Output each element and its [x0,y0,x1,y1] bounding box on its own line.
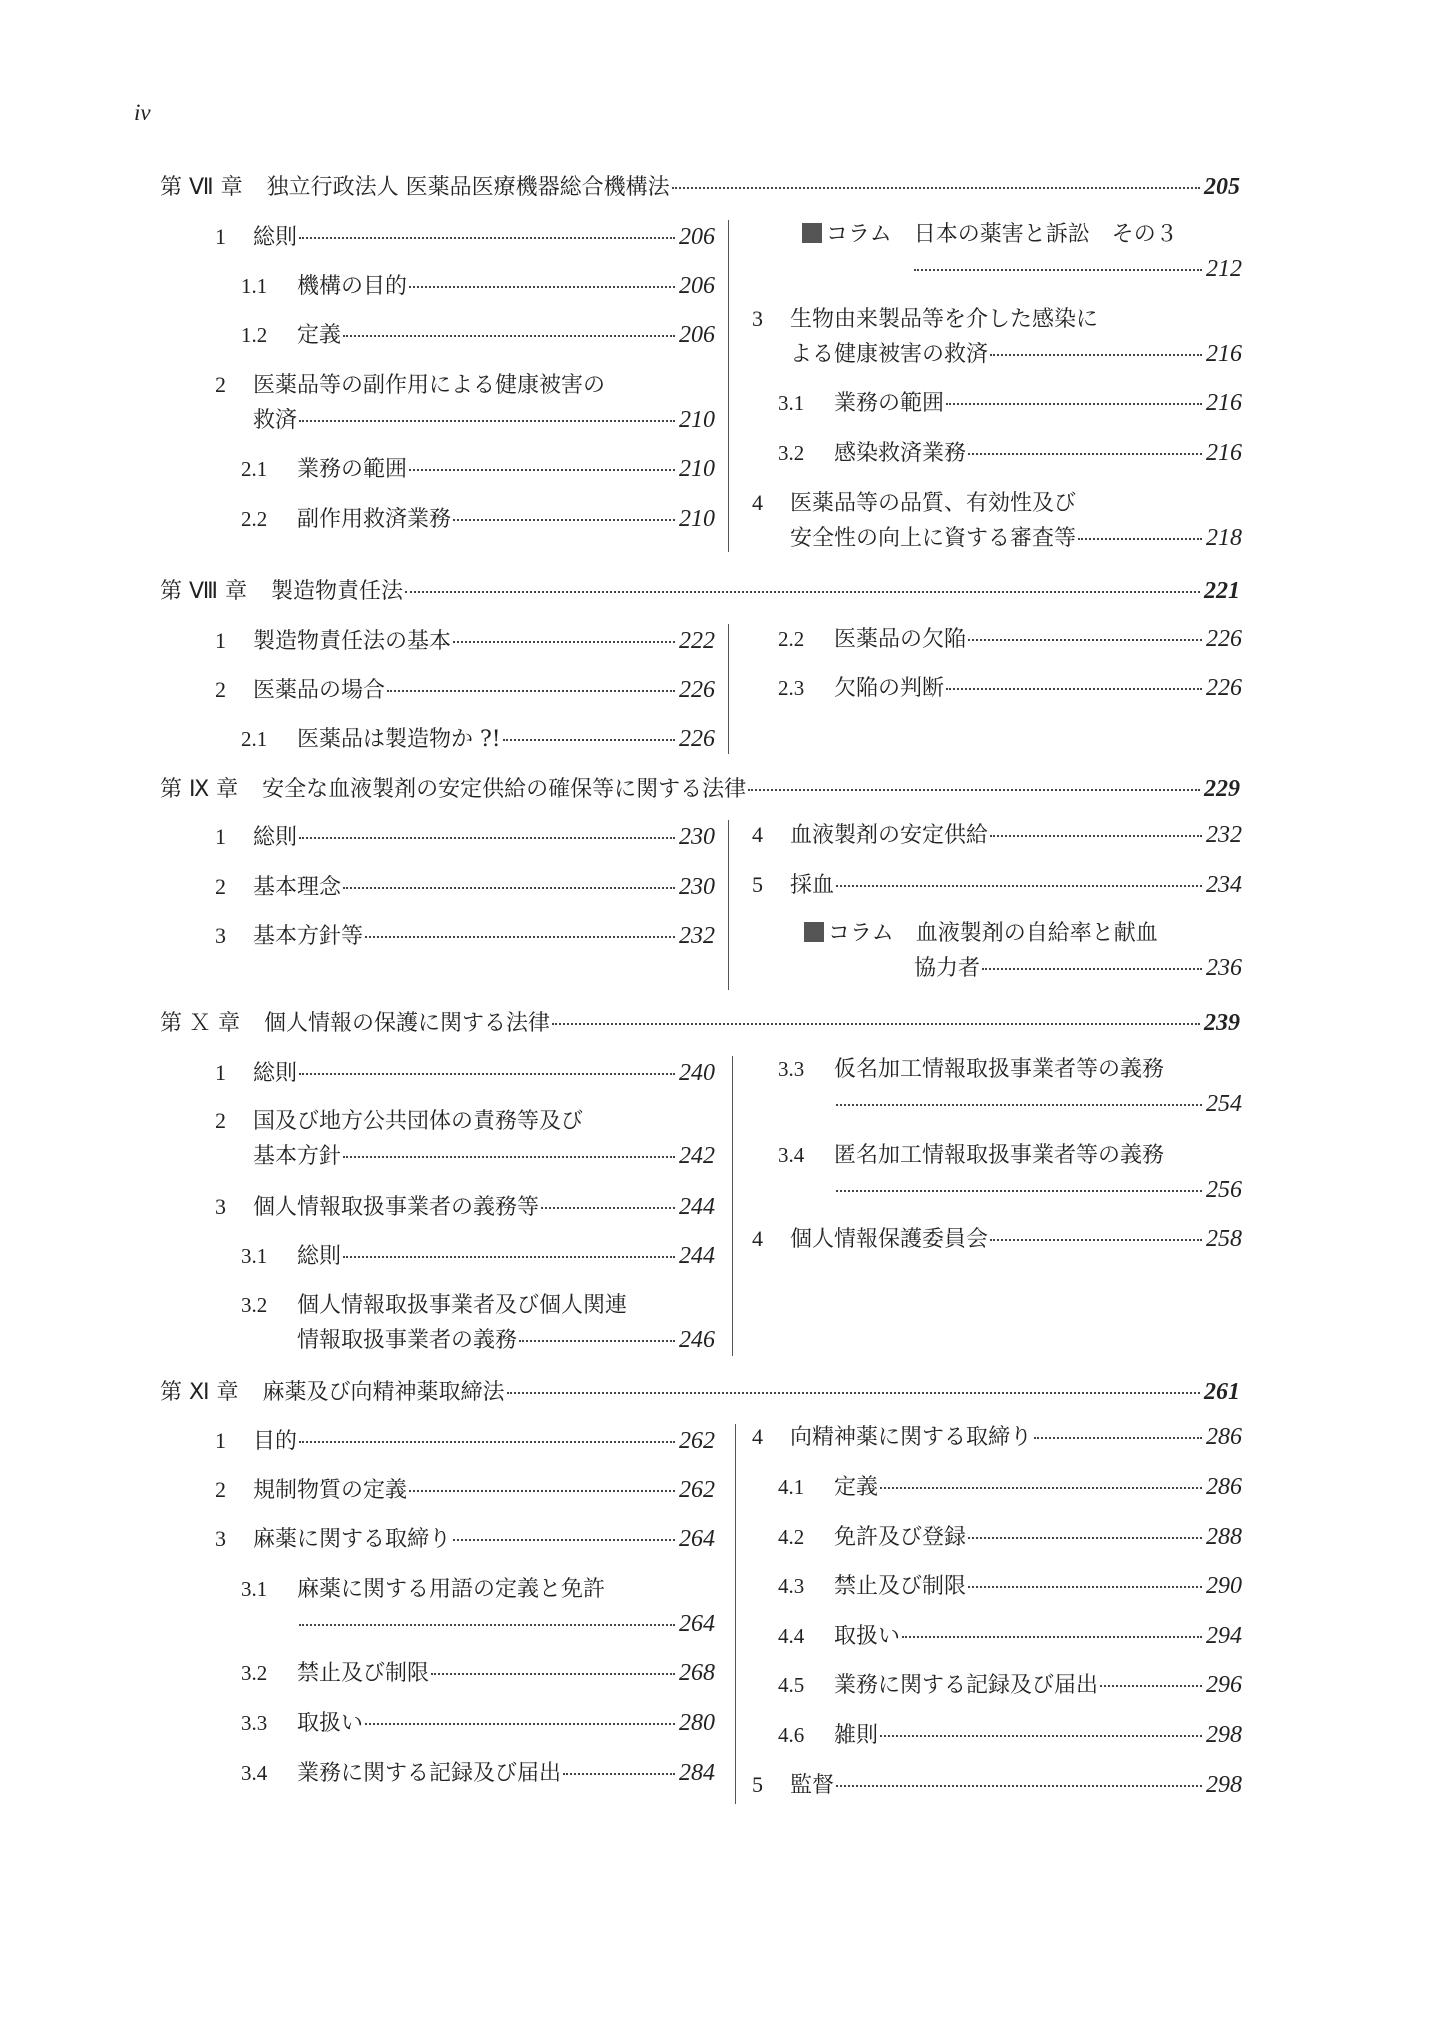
entry-title: 総則 [297,1244,342,1269]
entry-page: 210 [679,456,715,482]
entry-number: 4.1 [778,1475,805,1499]
entry-number: 4 [752,490,763,515]
entry-title: 取扱い [297,1711,364,1736]
entry-page: 256 [1206,1177,1242,1203]
entry-page: 286 [1206,1474,1242,1500]
toc-entry [215,870,715,905]
chapter-label: 第 Ⅶ 章 [160,175,243,200]
entry-page: 226 [1206,626,1242,652]
chapter-title: 個人情報の保護に関する法律 [264,1011,551,1036]
entry-number: 1.2 [241,323,268,347]
entry-title-cont: 情報取扱事業者の義務 [297,1328,518,1353]
leader-dots [299,837,675,839]
entry-page: 218 [1206,525,1242,551]
toc-entry [215,1104,715,1174]
leader-dots [836,1785,1202,1787]
entry-number: 1 [215,824,226,849]
entry-page: 230 [679,874,715,900]
entry-title: 総則 [253,1061,298,1086]
entry-title: 仮名加工情報取扱事業者等の義務 [834,1057,1165,1082]
entry-page: 230 [679,824,715,850]
leader-dots [343,335,675,337]
entry-number: 4 [752,1226,763,1251]
toc-entry [778,1569,1242,1604]
toc-entry [241,1572,715,1641]
entry-number: 2.2 [778,627,805,651]
entry-title: 機構の目的 [297,274,408,299]
toc-entry [752,486,1242,556]
entry-title: 医薬品の欠陥 [834,627,967,652]
toc-entry [241,1288,715,1358]
entry-number: 3 [215,1526,226,1551]
entry-page: 240 [679,1060,715,1086]
leader-dots [507,1392,1200,1394]
leader-dots [968,453,1202,455]
chapter-title: 麻薬及び向精神薬取締法 [262,1380,505,1405]
leader-dots [299,1624,675,1626]
leader-dots [519,1340,675,1342]
entry-title: 医薬品の場合 [253,678,386,703]
leader-dots [968,639,1202,641]
toc-entry-column [802,218,1242,286]
toc-entry [215,368,715,438]
entry-page: 222 [679,628,715,654]
column-separator [735,1424,736,1804]
page-number: iv [134,100,151,125]
leader-dots [343,887,675,889]
leader-dots [902,1636,1202,1638]
entry-title: 目的 [253,1429,298,1454]
chapter-heading [160,1006,1240,1037]
toc-entry [215,820,715,855]
column-separator [732,1056,733,1356]
entry-number: 3.1 [778,391,805,415]
entry-page: 294 [1206,1623,1242,1649]
toc-entry [778,1619,1242,1654]
chapter-label: 第 Ⅷ 章 [160,579,247,604]
toc-entry [752,868,1242,903]
chapter-heading [160,170,1240,201]
entry-page: 288 [1206,1524,1242,1550]
leader-dots [968,1537,1202,1539]
leader-dots [299,1073,675,1075]
entry-title: 製造物責任法の基本 [253,629,452,654]
entry-title: 禁止及び制限 [297,1661,430,1686]
entry-number: 3 [215,923,226,948]
leader-dots [453,1539,675,1541]
toc-entry [215,1056,715,1091]
entry-page: 264 [679,1611,715,1637]
entry-title: 医薬品等の副作用による健康被害の [253,373,606,398]
entry-title: 監督 [790,1773,835,1798]
entry-number: 1.1 [241,274,268,298]
toc-entry [752,1768,1242,1803]
leader-dots [880,1735,1202,1737]
leader-dots [365,936,675,938]
entry-title: 匿名加工情報取扱事業者等の義務 [834,1143,1165,1168]
entry-number: 2 [215,1477,226,1502]
entry-page: 206 [679,273,715,299]
column-marker-icon [804,922,824,942]
entry-title: 採血 [790,873,835,898]
entry-page: 226 [679,677,715,703]
toc-entry [778,1052,1242,1121]
leader-dots [563,1773,675,1775]
entry-title: 個人情報取扱事業者の義務等 [253,1195,540,1220]
entry-title: 医薬品は製造物か ?! [297,727,501,752]
leader-dots [990,354,1202,356]
chapter-heading [160,1375,1240,1406]
entry-number: 2 [215,874,226,899]
toc-entry [215,1424,715,1459]
leader-dots [990,1239,1202,1241]
entry-number: 2 [215,1108,226,1133]
entry-title: 感染救済業務 [834,441,967,466]
chapter-page: 261 [1204,1379,1240,1405]
chapter-title: 安全な血液製剤の安定供給の確保等に関する法律 [262,777,747,802]
entry-title: 総則 [253,225,298,250]
entry-page: 286 [1206,1424,1242,1450]
leader-dots [982,968,1202,970]
leader-dots [405,591,1200,593]
leader-dots [299,420,675,422]
entry-page: 236 [1206,955,1242,981]
chapter-label: 第 Ⅺ 章 [160,1380,239,1405]
chapter-page: 221 [1204,578,1240,604]
entry-title: 業務に関する記録及び届出 [297,1761,562,1786]
leader-dots [409,286,675,288]
chapter-heading [160,574,1240,605]
column-marker-icon [802,223,822,243]
entry-page: 226 [1206,675,1242,701]
entry-page: 232 [679,923,715,949]
entry-number: 4.6 [778,1723,805,1747]
entry-number: 4.3 [778,1574,805,1598]
toc-entry [241,1239,715,1274]
chapter-page: 229 [1204,776,1240,802]
toc-entry [752,1420,1242,1455]
entry-title-cont: 基本方針 [253,1144,342,1169]
leader-dots [748,789,1200,791]
entry-number: 3.2 [241,1293,268,1317]
leader-dots [836,1190,1202,1192]
entry-title: 免許及び登録 [834,1525,967,1550]
entry-page: 206 [679,224,715,250]
entry-title: 禁止及び制限 [834,1574,967,1599]
entry-number: 2.3 [778,676,805,700]
toc-entry [215,220,715,255]
leader-dots [299,1441,675,1443]
entry-page: 216 [1206,440,1242,466]
column-separator [728,820,729,990]
leader-dots [409,1490,675,1492]
toc-entry [215,673,715,708]
entry-page: 262 [679,1428,715,1454]
entry-page: 298 [1206,1722,1242,1748]
entry-number: 5 [752,872,763,897]
entry-title: コラム 日本の薬害と訴訟 その３ [826,222,1178,247]
leader-dots [365,1723,675,1725]
entry-title: 基本理念 [253,875,342,900]
entry-page: 290 [1206,1573,1242,1599]
column-separator [728,624,729,754]
leader-dots [672,187,1200,189]
entry-title-cont: 協力者 [914,956,981,981]
entry-page: 244 [679,1194,715,1220]
toc-entry [241,722,715,757]
entry-number: 4 [752,822,763,847]
leader-dots [946,403,1202,405]
entry-page: 210 [679,407,715,433]
entry-number: 3.4 [241,1761,268,1785]
entry-number: 2.2 [241,507,268,531]
entry-page: 244 [679,1243,715,1269]
toc-entry [241,269,715,304]
leader-dots [552,1023,1200,1025]
entry-number: 2 [215,372,226,397]
entry-page: 284 [679,1760,715,1786]
leader-dots [541,1207,675,1209]
entry-page: 262 [679,1477,715,1503]
entry-title: 基本方針等 [253,924,364,949]
entry-title: 血液製剤の安定供給 [790,823,989,848]
entry-title: 総則 [253,825,298,850]
entry-number: 1 [215,224,226,249]
entry-number: 3.1 [241,1577,268,1601]
toc-entry [778,622,1242,657]
entry-number: 3.2 [241,1661,268,1685]
toc-entry [778,1520,1242,1555]
entry-number: 4.5 [778,1673,805,1697]
column-separator [728,220,729,552]
entry-number: 2 [215,677,226,702]
entry-number: 3 [752,306,763,331]
entry-page: 206 [679,322,715,348]
entry-title: 国及び地方公共団体の責務等及び [253,1109,584,1134]
toc-entry [778,671,1242,706]
toc-entry [215,1190,715,1225]
leader-dots [914,269,1202,271]
entry-title-cont: よる健康被害の救済 [790,342,989,367]
leader-dots [343,1156,675,1158]
entry-page: 280 [679,1710,715,1736]
toc-entry [752,1222,1242,1257]
entry-title: 業務の範囲 [297,457,408,482]
entry-number: 3.3 [241,1711,268,1735]
entry-number: 4 [752,1424,763,1449]
toc-entry [215,1473,715,1508]
entry-title: 欠陥の判断 [834,676,945,701]
toc-entry [241,318,715,353]
entry-page: 232 [1206,822,1242,848]
entry-title: 定義 [834,1475,879,1500]
entry-number: 3.3 [778,1057,805,1081]
entry-number: 5 [752,1772,763,1797]
entry-page: 216 [1206,390,1242,416]
entry-page: 242 [679,1143,715,1169]
toc-entry [778,1470,1242,1505]
entry-title: 定義 [297,323,342,348]
entry-page: 216 [1206,341,1242,367]
entry-page: 264 [679,1526,715,1552]
leader-dots [1078,538,1202,540]
leader-dots [387,690,675,692]
toc-entry [752,302,1242,372]
entry-number: 1 [215,1428,226,1453]
chapter-page: 205 [1204,174,1240,200]
entry-title-cont: 安全性の向上に資する審査等 [790,526,1077,551]
entry-title: 麻薬に関する用語の定義と免許 [297,1577,606,1602]
leader-dots [968,1586,1202,1588]
leader-dots [1034,1437,1202,1439]
leader-dots [453,519,675,521]
toc-entry [778,1138,1242,1207]
entry-title: 医薬品等の品質、有効性及び [790,491,1077,516]
toc-entry [241,452,715,487]
toc-entry [241,1756,715,1791]
entry-number: 3.2 [778,441,805,465]
entry-page: 298 [1206,1772,1242,1798]
entry-page: 212 [1206,256,1242,282]
entry-title: 雑則 [834,1723,879,1748]
entry-page: 258 [1206,1226,1242,1252]
entry-page: 234 [1206,872,1242,898]
toc-entry [215,624,715,659]
toc-entry [241,1656,715,1691]
entry-number: 1 [215,628,226,653]
entry-title: 規制物質の定義 [253,1478,408,1503]
entry-page: 226 [679,726,715,752]
entry-title: 業務に関する記録及び届出 [834,1673,1099,1698]
entry-page: 296 [1206,1672,1242,1698]
entry-title: 業務の範囲 [834,391,945,416]
entry-title: 個人情報保護委員会 [790,1227,989,1252]
entry-title: 向精神薬に関する取締り [790,1425,1033,1450]
entry-page: 246 [679,1327,715,1353]
chapter-label: 第 Ⅸ 章 [160,777,239,802]
leader-dots [946,688,1202,690]
toc-entry [215,919,715,954]
entry-number: 3.1 [241,1244,268,1268]
chapter-label: 第 Ｘ 章 [160,1011,240,1036]
leader-dots [1100,1685,1202,1687]
leader-dots [990,835,1202,837]
leader-dots [409,469,675,471]
entry-title-cont: 救済 [253,408,298,433]
entry-title: 取扱い [834,1624,901,1649]
toc-entry [778,1718,1242,1753]
toc-entry [241,1706,715,1741]
toc-entry [778,1668,1242,1703]
chapter-heading [160,772,1240,803]
entry-number: 2.1 [241,457,268,481]
leader-dots [503,739,675,741]
toc-entry [241,502,715,537]
leader-dots [453,641,675,643]
toc-entry-column [804,917,1242,986]
entry-page: 210 [679,506,715,532]
leader-dots [880,1487,1202,1489]
toc-entry [752,818,1242,853]
toc-entry [215,1522,715,1557]
entry-number: 3 [215,1194,226,1219]
entry-page: 268 [679,1660,715,1686]
leader-dots [431,1673,675,1675]
entry-title: 麻薬に関する取締り [253,1527,452,1552]
leader-dots [299,237,675,239]
chapter-title: 独立行政法人 医薬品医療機器総合機構法 [266,175,670,200]
toc-entry [778,386,1242,421]
leader-dots [836,885,1202,887]
chapter-page: 239 [1204,1010,1240,1036]
entry-number: 4.4 [778,1624,805,1648]
entry-title: 副作用救済業務 [297,507,452,532]
entry-title: コラム 血液製剤の自給率と献血 [828,921,1158,946]
chapter-title: 製造物責任法 [270,579,403,604]
entry-number: 3.4 [778,1143,805,1167]
toc-entry [778,436,1242,471]
entry-number: 4.2 [778,1525,805,1549]
entry-number: 2.1 [241,727,268,751]
leader-dots [343,1256,675,1258]
entry-page: 254 [1206,1091,1242,1117]
entry-title: 生物由来製品等を介した感染に [790,307,1099,332]
entry-number: 1 [215,1060,226,1085]
leader-dots [836,1104,1202,1106]
entry-title: 個人情報取扱事業者及び個人関連 [297,1293,628,1318]
